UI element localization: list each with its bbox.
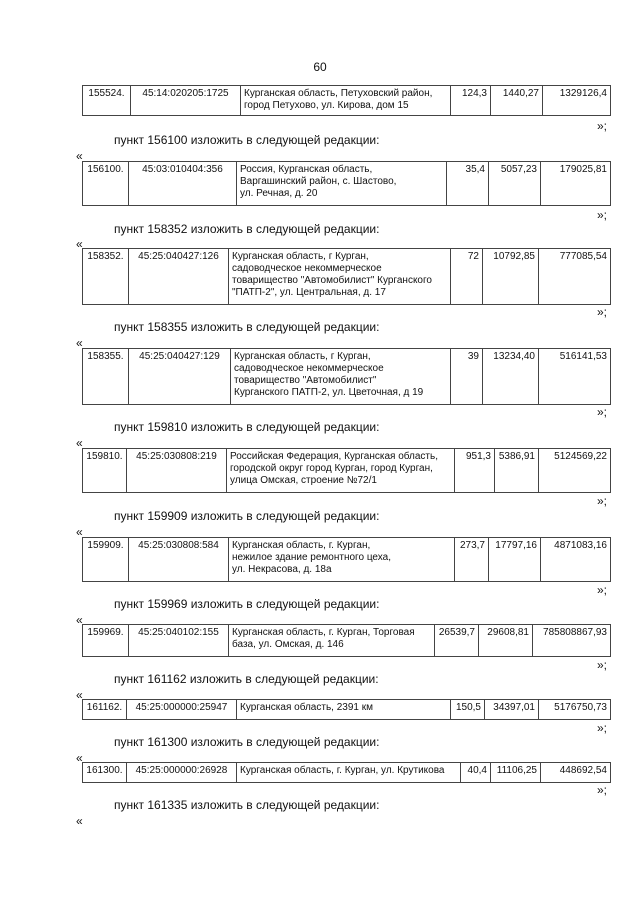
address-line: Курганская область, Петуховский район, bbox=[244, 88, 433, 99]
close-quote: »; bbox=[597, 208, 608, 222]
cadastral-number: 45:25:000000:26928 bbox=[127, 763, 237, 783]
paragraph: пункт 159969 изложить в следующей редакции: bbox=[114, 597, 380, 611]
address-line: "ПАТП-2", ул. Центральная, д. 17 bbox=[232, 287, 386, 298]
address bbox=[229, 538, 455, 582]
cadastral-number: 45:25:040427:126 bbox=[129, 249, 229, 305]
row-number: 161162. bbox=[83, 700, 127, 720]
address bbox=[229, 625, 435, 657]
open-quote: « bbox=[76, 613, 83, 627]
address-line: улица Омская, строение №72/1 bbox=[230, 475, 377, 486]
address-line: Российская Федерация, Курганская область, bbox=[230, 451, 439, 462]
cadastral-number: 45:03:010404:356 bbox=[129, 162, 237, 206]
table-row bbox=[82, 448, 611, 493]
row-number: 155524. bbox=[83, 86, 131, 116]
area: 273,7 bbox=[455, 538, 489, 582]
address-line: город Петухово, ул. Кирова, дом 15 bbox=[244, 100, 409, 111]
cadastral-number: 45:14:020205:1725 bbox=[131, 86, 241, 116]
address bbox=[231, 349, 451, 405]
total: 5176750,73 bbox=[539, 700, 611, 720]
price: 13234,40 bbox=[483, 349, 539, 405]
area: 39 bbox=[451, 349, 483, 405]
table-row bbox=[82, 85, 611, 116]
total: 1329126,4 bbox=[543, 86, 611, 116]
address-line: Курганская область, г. Курган, ул. Крутикова bbox=[240, 765, 445, 776]
table-row bbox=[82, 248, 611, 305]
close-quote: »; bbox=[597, 721, 608, 735]
address bbox=[241, 86, 451, 116]
price: 11106,25 bbox=[491, 763, 541, 783]
address-line: Варгашинский район, с. Шастово, bbox=[240, 176, 397, 187]
area: 124,3 bbox=[451, 86, 491, 116]
table-row bbox=[82, 537, 611, 582]
close-quote: »; bbox=[597, 405, 608, 419]
open-quote: « bbox=[76, 336, 83, 350]
open-quote: « bbox=[76, 814, 83, 828]
area: 951,3 bbox=[455, 449, 495, 493]
address-line: Курганская область, г. Курган, Торговая bbox=[232, 627, 415, 638]
area: 40,4 bbox=[461, 763, 491, 783]
address-line: ул. Некрасова, д. 18а bbox=[232, 564, 332, 575]
table-row bbox=[82, 699, 611, 720]
open-quote: « bbox=[76, 751, 83, 765]
paragraph: пункт 158355 изложить в следующей редакции: bbox=[114, 320, 380, 334]
price: 10792,85 bbox=[483, 249, 539, 305]
paragraph: пункт 158352 изложить в следующей редакции: bbox=[114, 222, 380, 236]
open-quote: « bbox=[76, 688, 83, 702]
address-line: Курганского ПАТП-2, ул. Цветочная, д 19 bbox=[234, 387, 424, 398]
cadastral-number: 45:25:040427:129 bbox=[129, 349, 231, 405]
address-line: Курганская область, г Курган, bbox=[232, 251, 369, 262]
area: 26539,7 bbox=[435, 625, 479, 657]
open-quote: « bbox=[76, 237, 83, 251]
total: 777085,54 bbox=[539, 249, 611, 305]
address-line: товарищество "Автомобилист" Курганского bbox=[232, 275, 432, 286]
row-number: 161300. bbox=[83, 763, 127, 783]
paragraph: пункт 161300 изложить в следующей редакции: bbox=[114, 735, 380, 749]
total: 5124569,22 bbox=[539, 449, 611, 493]
row-number: 158355. bbox=[83, 349, 129, 405]
address-line: Курганская область, 2391 км bbox=[240, 702, 373, 713]
total: 448692,54 bbox=[541, 763, 611, 783]
row-number: 158352. bbox=[83, 249, 129, 305]
cadastral-number: 45:25:030808:219 bbox=[127, 449, 227, 493]
address-line: садоводческое некоммерческое bbox=[234, 363, 384, 374]
address-line: садоводческое некоммерческое bbox=[232, 263, 382, 274]
row-number: 156100. bbox=[83, 162, 129, 206]
price: 5057,23 bbox=[489, 162, 541, 206]
close-quote: »; bbox=[597, 783, 608, 797]
open-quote: « bbox=[76, 149, 83, 163]
close-quote: »; bbox=[597, 658, 608, 672]
address-line: городской округ город Курган, город Курган, bbox=[230, 463, 433, 474]
open-quote: « bbox=[76, 525, 83, 539]
paragraph: пункт 161162 изложить в следующей редакции: bbox=[114, 672, 379, 686]
price: 5386,91 bbox=[495, 449, 539, 493]
total: 516141,53 bbox=[539, 349, 611, 405]
close-quote: »; bbox=[597, 494, 608, 508]
row-number: 159909. bbox=[83, 538, 129, 582]
table-row bbox=[82, 161, 611, 206]
cadastral-number: 45:25:040102:155 bbox=[129, 625, 229, 657]
table-row bbox=[82, 624, 611, 657]
total: 179025,81 bbox=[541, 162, 611, 206]
price: 34397,01 bbox=[485, 700, 539, 720]
paragraph: пункт 156100 изложить в следующей редакции: bbox=[114, 133, 380, 147]
address-line: база, ул. Омская, д. 146 bbox=[232, 639, 344, 650]
page-number: 60 bbox=[313, 60, 327, 74]
address-line: Россия, Курганская область, bbox=[240, 164, 373, 175]
price: 1440,27 bbox=[491, 86, 543, 116]
address-line: ул. Речная, д. 20 bbox=[240, 188, 318, 199]
row-number: 159810. bbox=[83, 449, 127, 493]
table-row bbox=[82, 762, 611, 783]
address-line: товарищество "Автомобилист" bbox=[234, 375, 377, 386]
price: 29608,81 bbox=[479, 625, 533, 657]
cadastral-number: 45:25:030808:584 bbox=[129, 538, 229, 582]
total: 785808867,93 bbox=[533, 625, 611, 657]
address bbox=[229, 249, 451, 305]
address bbox=[227, 449, 455, 493]
total: 4871083,16 bbox=[541, 538, 611, 582]
open-quote: « bbox=[76, 436, 83, 450]
area: 150,5 bbox=[451, 700, 485, 720]
table-row bbox=[82, 348, 611, 405]
area: 35,4 bbox=[447, 162, 489, 206]
address-line: Курганская область, г. Курган, bbox=[232, 540, 371, 551]
address bbox=[237, 162, 447, 206]
address bbox=[237, 763, 461, 783]
close-quote: »; bbox=[597, 119, 608, 133]
close-quote: »; bbox=[597, 305, 608, 319]
address-line: Курганская область, г Курган, bbox=[234, 351, 371, 362]
paragraph: пункт 159909 изложить в следующей редакции: bbox=[114, 509, 380, 523]
address bbox=[237, 700, 451, 720]
price: 17797,16 bbox=[489, 538, 541, 582]
address-line: нежилое здание ремонтного цеха, bbox=[232, 552, 392, 563]
paragraph: пункт 159810 изложить в следующей редакции: bbox=[114, 420, 380, 434]
paragraph: пункт 161335 изложить в следующей редакции: bbox=[114, 798, 380, 812]
row-number: 159969. bbox=[83, 625, 129, 657]
cadastral-number: 45:25:000000:25947 bbox=[127, 700, 237, 720]
close-quote: »; bbox=[597, 583, 608, 597]
area: 72 bbox=[451, 249, 483, 305]
